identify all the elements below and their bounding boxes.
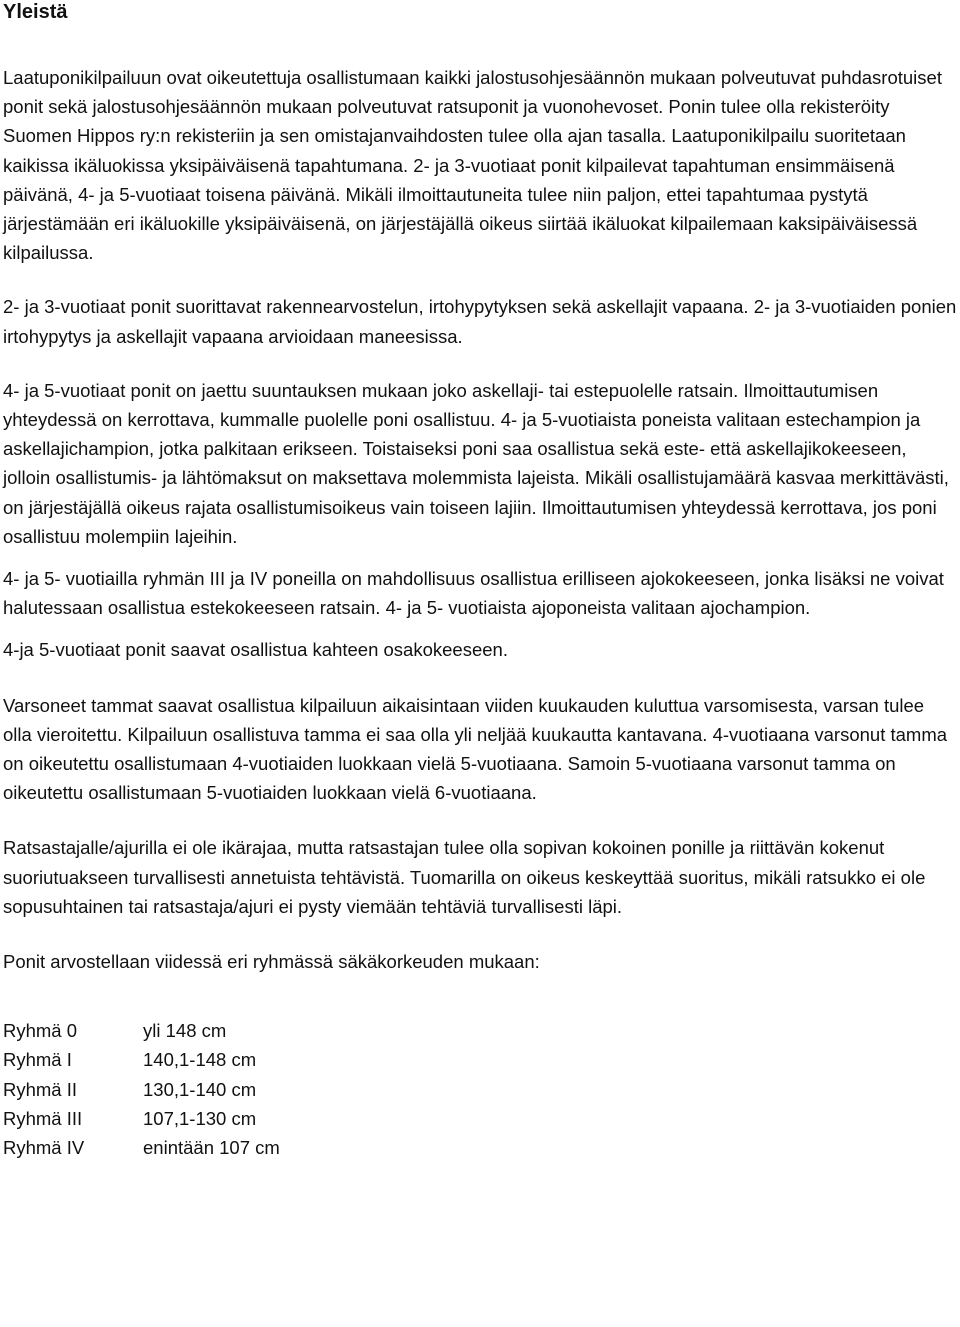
height-group-list — [3, 1016, 957, 1162]
height-group-row — [3, 1016, 957, 1045]
paragraph-riders: Ratsastajalle/ajurilla ei ole ikärajaa, mutta ratsastajan tulee olla sopivan kokoinen ponille ja riittävän kokenut suoriutuakseen turvallisesti annetuista tehtävistä. Tuomarilla on oikeus keskeyttää suoritus, mikäli ratsukko ei ole sopusuhtainen tai ratsastaja/ajuri ei pysty viemään tehtäviä turvallisesti läpi. — [3, 837, 926, 917]
group-name: Ryhmä III — [3, 1107, 83, 1129]
group-name: Ryhmä IV — [3, 1137, 85, 1159]
group-height-range: enintään 107 cm — [143, 1137, 280, 1159]
group-name: Ryhmä I — [3, 1049, 72, 1071]
group-name: Ryhmä 0 — [3, 1020, 78, 1042]
paragraph-driving-test: 4- ja 5- vuotiailla ryhmän III ja IV poneilla on mahdollisuus osallistua erilliseen ajokokeeseen, jonka lisäksi ne voivat halutessaan osallistua estekokeeseen ratsain. 4- ja 5- vuotiaista ajoponeista valitaan ajochampion. — [3, 568, 944, 619]
group-height-range: 130,1-140 cm — [143, 1078, 257, 1100]
group-height-range: yli 148 cm — [143, 1020, 227, 1042]
paragraph-groups-intro: Ponit arvostellaan viidessä eri ryhmässä säkäkorkeuden mukaan: — [3, 951, 540, 973]
group-height-range: 140,1-148 cm — [143, 1049, 257, 1071]
group-name: Ryhmä II — [3, 1078, 78, 1100]
height-group-row — [3, 1104, 957, 1133]
paragraph-subtest-limit: 4-ja 5-vuotiaat ponit saavat osallistua kahteen osakokeeseen. — [3, 639, 508, 661]
group-height-range: 107,1-130 cm — [143, 1107, 257, 1129]
page-title: Yleistä — [3, 1, 68, 23]
paragraph-mares: Varsoneet tammat saavat osallistua kilpailuun aikaisintaan viiden kuukauden kuluttua varsomisesta, varsan tulee olla vieroitettu. Kilpailuun osallistuva tamma ei saa olla yli neljää kuukautta kantavana. 4-vuotiaana varsonut tamma on oikeutettu osallistumaan 4-vuotiaiden luokkaan vielä 5-vuotiaana. Samoin 5-vuotiaana varsonut tamma on oikeutettu osallistumaan 5-vuotiaiden luokkaan vielä 6-vuotiaana. — [3, 694, 948, 804]
paragraph-riding-divisions: 4- ja 5-vuotiaat ponit on jaettu suuntauksen mukaan joko askellaji- tai estepuolelle ratsain. Ilmoittautumisen yhteydessä on kerrottava, kummalle puolelle poni osallistuu. 4- ja 5-vuotiaista poneista valitaan estechampion ja askellajichampion, jotka palkitaan erikseen. Toistaiseksi poni saa osallistua sekä este- että askellajikokeeseen, jolloin osallistumis- ja lähtömaksut on maksettava molemmista lajeista. Mikäli osallistujamäärä kasvaa merkittävästi, on järjestäjällä oikeus rajata osallistumisoikeus vain toiseen lajiin. Ilmoittautumisen yhteydessä kerrottava, jos poni osallistuu molempiin lajeihin. — [3, 379, 949, 547]
paragraph-eligibility: Laatuponikilpailuun ovat oikeutettuja osallistumaan kaikki jalostusohjesäännön mukaan polveutuvat puhdasrotuiset ponit sekä jalostusohjesäännön mukaan polveutuvat ratsuponit ja vuonohevoset. Ponin tulee olla rekisteröity Suomen Hippos ry:n rekisteriin ja sen omistajanvaihdosten tulee olla ajan tasalla. Laatuponikilpailu suoritetaan kaikissa ikäluokissa yksipäiväisenä tapahtumana. 2- ja 3-vuotiaat ponit kilpailevat tapahtuman ensimmäisenä päivänä, 4- ja 5-vuotiaat toisena päivänä. Mikäli ilmoittautuneita tulee niin paljon, ettei tapahtumaa pystytä järjestämään eri ikäluokille yksipäiväisenä, on järjestäjällä oikeus siirtää ikäluokat kilpailemaan kaksipäiväisessä kilpailussa. — [3, 67, 942, 264]
height-group-row — [3, 1133, 957, 1162]
document-page — [3, 0, 957, 1162]
paragraph-young-ponies: 2- ja 3-vuotiaat ponit suorittavat rakennearvostelun, irtohypytyksen sekä askellajit vapaana. 2- ja 3-vuotiaiden ponien irtohypytys ja askellajit vapaana arvioidaan maneesissa. — [3, 296, 957, 347]
height-group-row — [3, 1045, 957, 1074]
height-group-row — [3, 1075, 957, 1104]
